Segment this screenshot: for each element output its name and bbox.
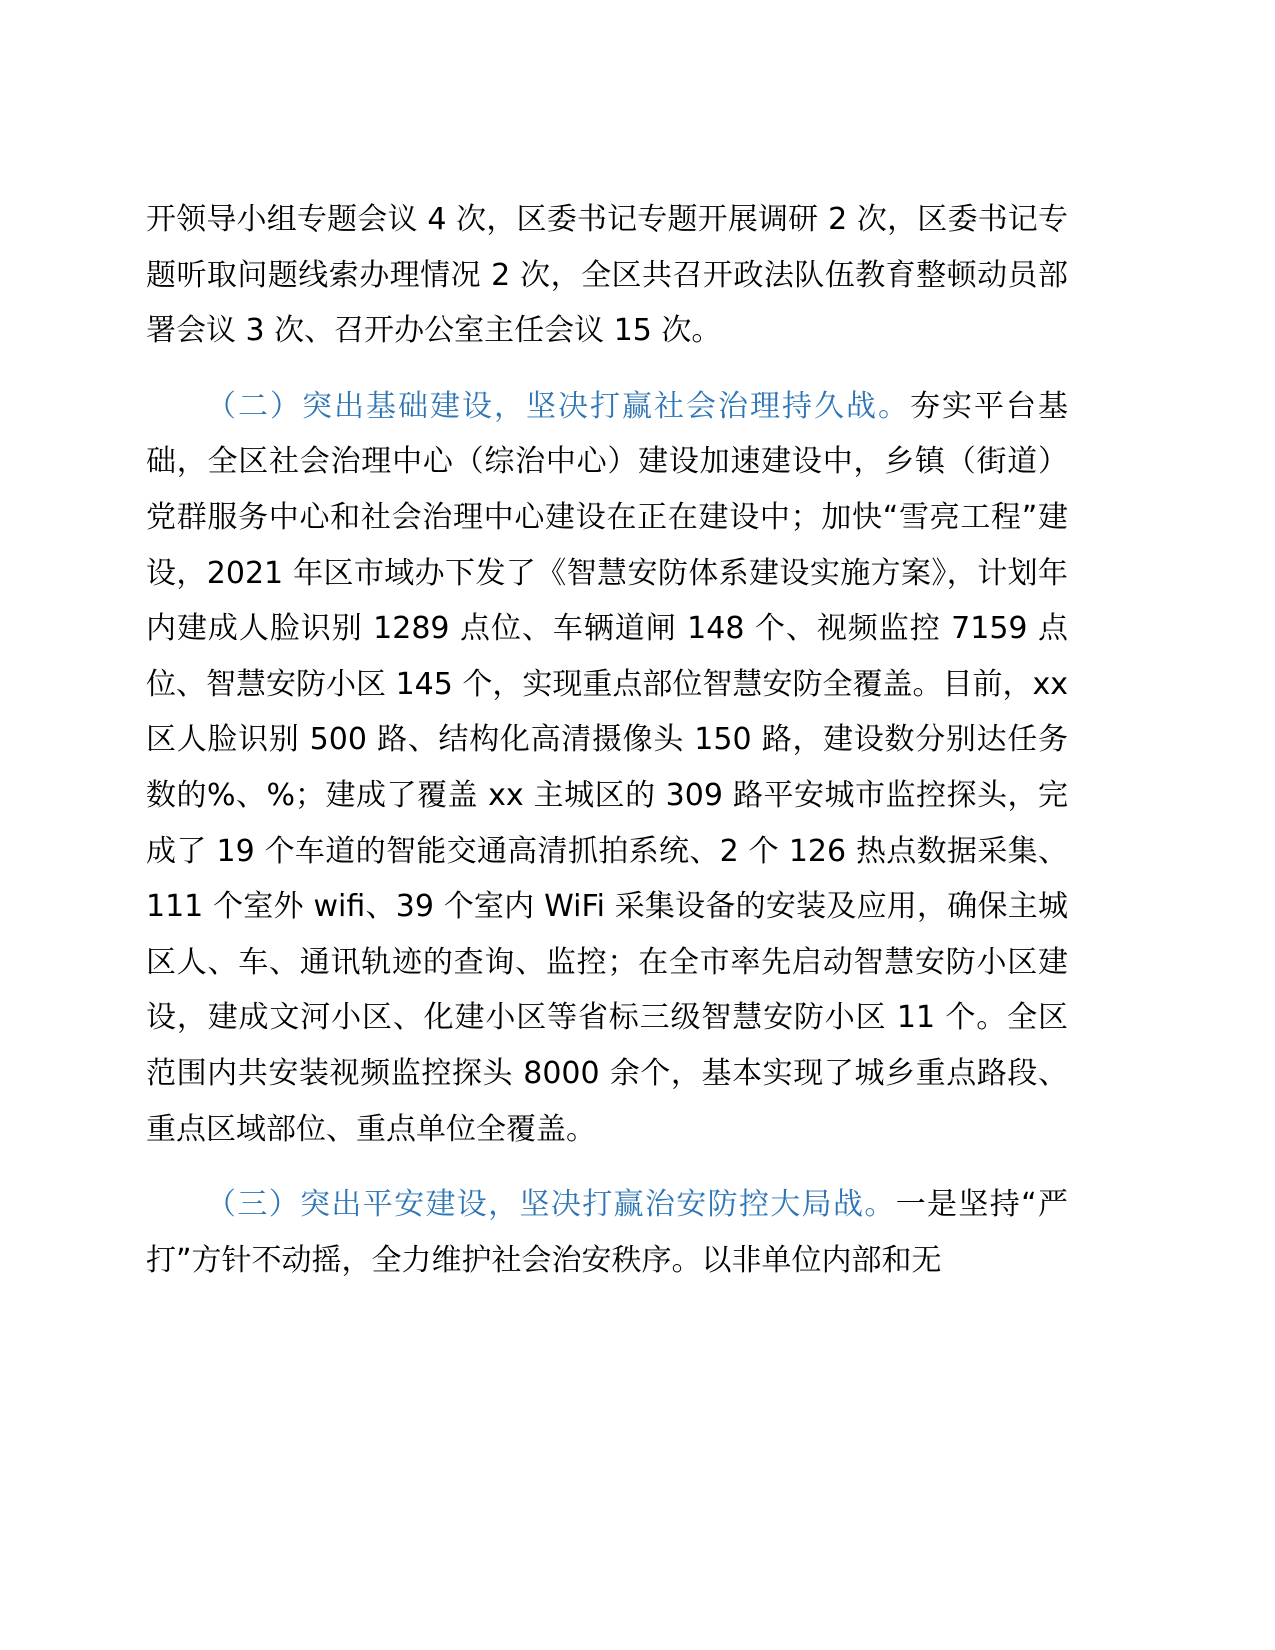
- paragraph-infrastructure: [146, 379, 1068, 1157]
- document-page: [146, 192, 1068, 1288]
- section-heading-public-security: （三）突出平安建设，坚决打赢治安防控大局战。: [206, 1187, 896, 1223]
- paragraph-meetings-summary: [146, 192, 1068, 359]
- paragraph-public-security: [146, 1177, 1068, 1288]
- paragraph-text: 开领导小组专题会议 4 次，区委书记专题开展调研 2 次，区委书记专题听取问题线索办理情况 2 次，全区共召开政法队伍教育整顿动员部署会议 3 次、召开办公室主任会议 15 次。: [146, 202, 1068, 349]
- section-heading-infrastructure: （二）突出基础建设，坚决打赢社会治理持久战。: [206, 388, 910, 424]
- paragraph-text: 夯实平台基础，全区社会治理中心（综治中心）建设加速建设中，乡镇（街道）党群服务中心和社会治理中心建设在正在建设中；加快“雪亮工程”建设，2021 年区市域办下发了《智慧安防体系建设实施方案》，计划年内建成人脸识别 1289 点位、车辆道闸 148 个、视频监控 7159 点位、智慧安防小区 145 个，实现重点部位智慧安防全覆盖。目前，xx 区人脸识别 500 路、结构化高清摄像头 150 路，建设数分别达任务数的%、%；建成了覆盖 xx 主城区的 309 路平安城市监控探头，完成了 19 个车道的智能交通高清抓拍系统、2 个 126 热点数据采集、111 个室外 wifi、39 个室内 WiFi 采集设备的安装及应用，确保主城区人、车、通讯轨迹的查询、监控；在全市率先启动智慧安防小区建设，建成文河小区、化建小区等省标三级智慧安防小区 11 个。全区范围内共安装视频监控探头 8000 余个，基本实现了城乡重点路段、重点区域部位、重点单位全覆盖。: [146, 388, 1068, 1147]
- paragraph-text: 一是坚持“严打”方针不动摇，全力维护社会治安秩序。以非单位内部和无: [146, 1187, 1068, 1278]
